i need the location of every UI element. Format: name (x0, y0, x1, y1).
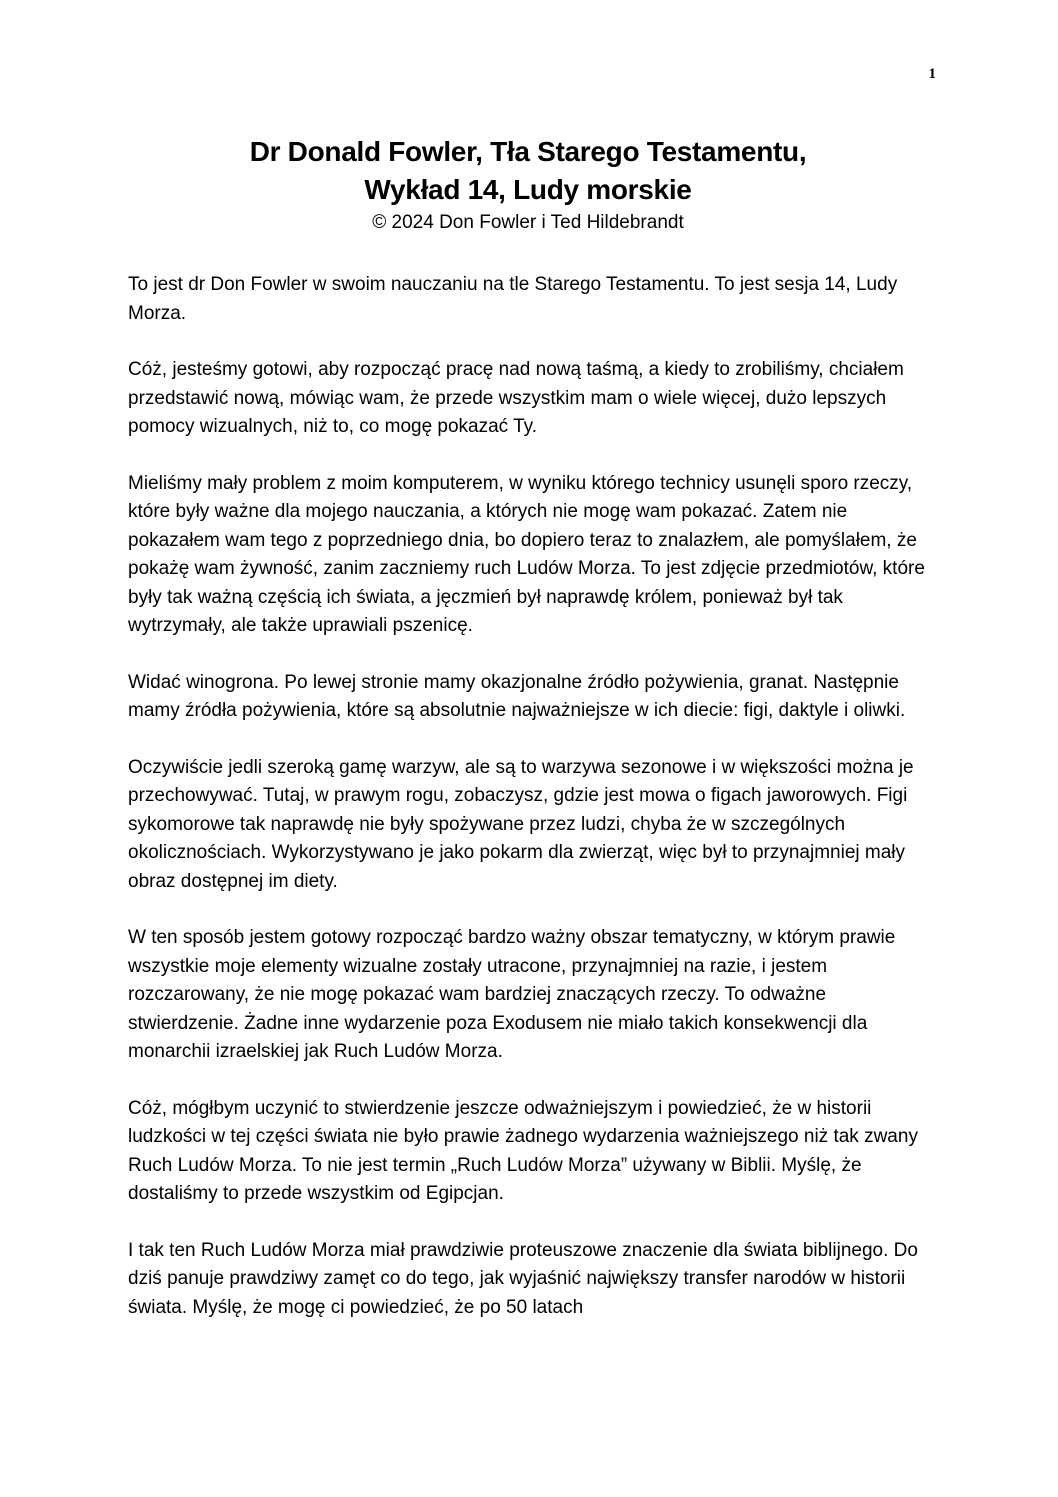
paragraph-8: I tak ten Ruch Ludów Morza miał prawdziwie proteuszowe znaczenie dla świata biblijnego. Do dziś panuje prawdziwy zamęt co do tego, jak wyjaśnić największy transfer narodów w historii świata. Myślę, że mogę ci powiedzieć, że po 50 latach (128, 1239, 918, 1318)
copyright-notice: © 2024 Don Fowler i Ted Hildebrandt (372, 212, 684, 233)
paragraph-3: Mieliśmy mały problem z moim komputerem, w wyniku którego technicy usunęli sporo rzeczy, które były ważne dla mojego nauczania, a których nie mogę wam pokazać. Zatem nie pokazałem wam tego z poprzedniego dnia, bo dopiero teraz to znalazłem, ale pomyślałem, że pokażę wam żywność, zanim zaczniemy ruch Ludów Morza. To jest zdjęcie przedmiotów, które były tak ważną częścią ich świata, a jęczmień był naprawdę królem, ponieważ był tak wytrzymały, ale także uprawiali pszenicę. (128, 472, 925, 636)
document-header (128, 133, 928, 235)
paragraph-2: Cóż, jesteśmy gotowi, aby rozpocząć pracę nad nową taśmą, a kiedy to zrobiliśmy, chciałem przedstawić nową, mówiąc wam, że przede wszystkim mam o wiele więcej, dużo lepszych pomocy wizualnych, niż to, co mogę pokazać Ty. (128, 359, 904, 437)
page-number: 1 (928, 66, 936, 82)
document-title-line-2: Wykład 14, Ludy morskie (364, 174, 692, 205)
document-body (128, 271, 940, 1350)
paragraph-7: Cóż, mógłbym uczynić to stwierdzenie jeszcze odważniejszym i powiedzieć, że w historii ludzkości w tej części świata nie było prawie żadnego wydarzenia ważniejszego niż tak zwany Ruch Ludów Morza. To nie jest termin „Ruch Ludów Morza” używany w Biblii. Myślę, że dostaliśmy to przede wszystkim od Egipcjan. (128, 1097, 918, 1204)
paragraph-6: W ten sposób jestem gotowy rozpocząć bardzo ważny obszar tematyczny, w którym prawie wszystkie moje elementy wizualne zostały utracone, przynajmniej na razie, i jestem rozczarowany, że nie mogę pokazać wam bardziej znaczących rzeczy. To odważne stwierdzenie. Żadne inne wydarzenie poza Exodusem nie miało takich konsekwencji dla monarchii izraelskiej jak Ruch Ludów Morza. (128, 927, 896, 1062)
paragraph-1: To jest dr Don Fowler w swoim nauczaniu na tle Starego Testamentu. To jest sesja 14, Ludy Morza. (128, 274, 898, 324)
paragraph-5: Oczywiście jedli szeroką gamę warzyw, ale są to warzywa sezonowe i w większości można je przechowywać. Tutaj, w prawym rogu, zobaczysz, gdzie jest mowa o figach jaworowych. Figi sykomorowe tak naprawdę nie były spożywane przez ludzi, chyba że w szczególnych okolicznościach. Wykorzystywano je jako pokarm dla zwierząt, więc był to przynajmniej mały obraz dostępnej im diety. (128, 756, 914, 892)
paragraph-4: Widać winogrona. Po lewej stronie mamy okazjonalne źródło pożywienia, granat. Następnie mamy źródła pożywienia, które są absolutnie najważniejsze w ich diecie: figi, daktyle i oliwki. (128, 671, 906, 721)
document-title-line-1: Dr Donald Fowler, Tła Starego Testamentu, (249, 136, 807, 167)
